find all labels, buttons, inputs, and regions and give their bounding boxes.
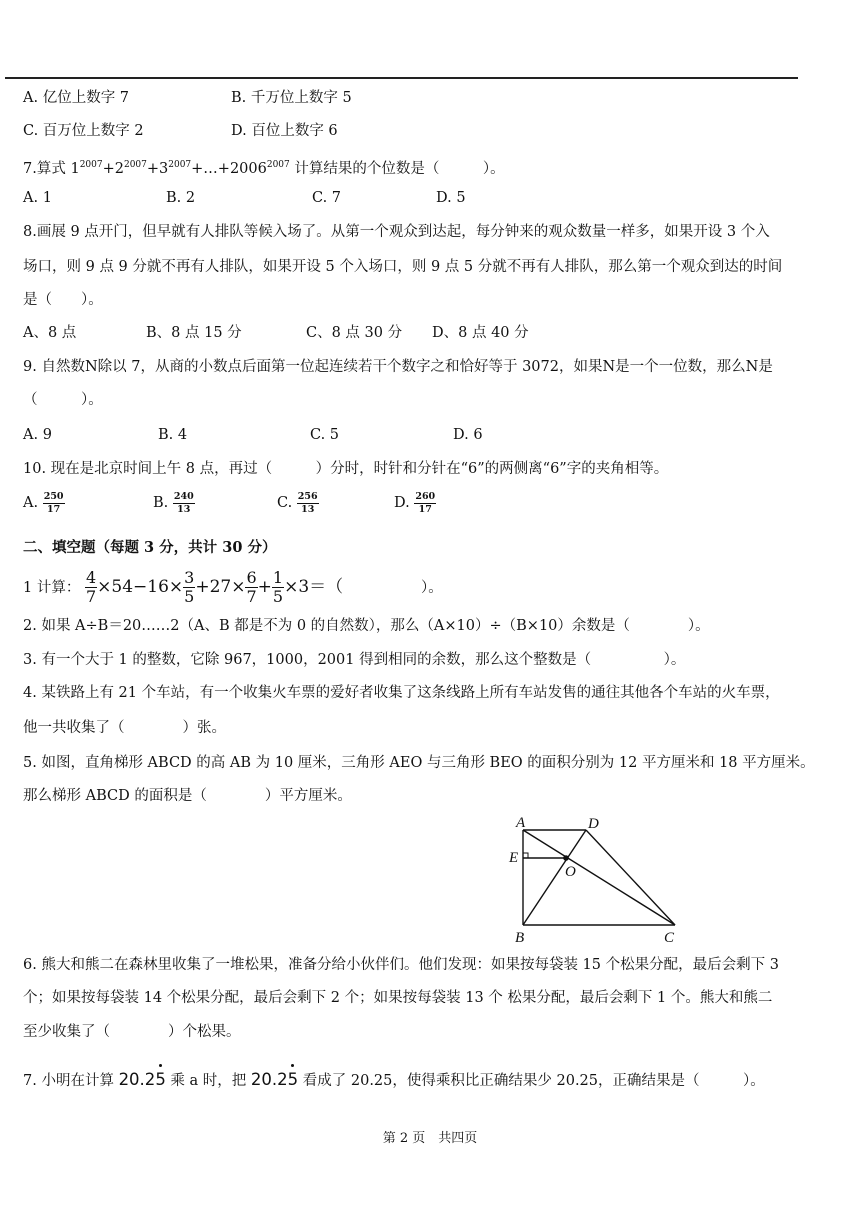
fill-3: 3. 有一个大于 1 的整数，它除 967，1000，2001 得到相同的余数，那么这个整数是（ ）。 xyxy=(23,652,686,668)
fill-7: 7. 小明在计算 20.25 乘 a 时，把 20.25 看成了 20.25，使得乘积比正确结果少 20.25，正确结果是（ ）。 xyxy=(23,1067,765,1094)
q9-option-b: B. 4 xyxy=(158,427,188,443)
diagonal-bd xyxy=(523,830,586,925)
fill-6-line-1: 6. 熊大和熊二在森林里收集了一堆松果，准备分给小伙伴们。他们发现：如果按每袋装 15 个松果分配，最后会剩下 3 xyxy=(23,957,779,973)
q6-option-b: B. 千万位上数字 5 xyxy=(231,90,352,106)
q6-option-a: A. 亿位上数字 7 xyxy=(23,90,130,106)
fill-1-expression: 1 计算： $\frac{4}{7}$ ×54−16× $\frac{3}{5}$ +27× $\frac{6}{7}$ + $\frac{1}{5}$ ×3＝（ ）。 xyxy=(23,568,443,606)
section-2-title: 二、填空题（每题 3 分，共计 30 分） xyxy=(23,539,277,556)
fill-6-line-2: 个；如果按每袋装 14 个松果分配，最后会剩下 2 个；如果按每袋装 13 个 松果分配，最后会剩下 1 个。熊大和熊二 xyxy=(23,990,773,1006)
top-rule xyxy=(5,77,798,79)
q8-option-d: D、8 点 40 分 xyxy=(432,325,529,341)
point-o xyxy=(563,855,569,861)
label-a: A xyxy=(516,815,526,831)
q9-option-d: D. 6 xyxy=(453,427,483,443)
q7-option-c: C. 7 xyxy=(312,190,342,206)
fill-4-line-1: 4. 某铁路上有 21 个车站，有一个收集火车票的爱好者收集了这条线路上所有车站发售的通往其他各个车站的火车票， xyxy=(23,685,780,701)
q10-line-1: 10. 现在是北京时间上午 8 点，再过（ ）分时，时针和分针在“6”的两侧离“6”字的夹角相等。 xyxy=(23,461,669,477)
q10-option-a: A. $\frac{250}{17}$ xyxy=(23,491,64,515)
q8-option-a: A、8 点 xyxy=(23,325,77,341)
label-c: C xyxy=(664,930,675,946)
label-o: O xyxy=(565,864,576,880)
label-e: E xyxy=(509,850,519,866)
q10-option-b: B. $\frac{240}{13}$ xyxy=(153,491,194,515)
label-b: B xyxy=(515,930,525,946)
label-d: D xyxy=(588,816,599,832)
q10-option-d: D. $\frac{260}{17}$ xyxy=(394,491,436,515)
q8-line-3: 是（ ）。 xyxy=(23,292,103,308)
q9-line-2: （ ）。 xyxy=(23,392,103,408)
fill-4-line-2: 他一共收集了（ ）张。 xyxy=(23,720,226,736)
q8-option-b: B、8 点 15 分 xyxy=(146,325,242,341)
fill-6-line-3: 至少收集了（ ）个松果。 xyxy=(23,1024,241,1040)
q9-option-a: A. 9 xyxy=(23,427,52,443)
fill-5-line-2: 那么梯形 ABCD 的面积是（ ）平方厘米。 xyxy=(23,788,352,804)
q9-line-1: 9. 自然数N除以 7，从商的小数点后面第一位起连续若干个数字之和恰好等于 3072，如果N是一个一位数，那么N是 xyxy=(23,359,773,375)
q10-option-c: C. $\frac{256}{13}$ xyxy=(277,491,318,515)
page-footer: 第 2 页 共四页 xyxy=(382,1131,478,1146)
q7-option-b: B. 2 xyxy=(166,190,196,206)
q8-line-2: 场口，则 9 点 9 分就不再有人排队，如果开设 5 个入场口，则 9 点 5 分就不再有人排队，那么第一个观众到达的时间 xyxy=(23,259,783,275)
q7-option-d: D. 5 xyxy=(436,190,466,206)
trapezoid-figure xyxy=(500,812,690,952)
q8-line-1: 8.画展 9 点开门，但早就有人排队等候入场了。从第一个观众到达起，每分钟来的观众数量一样多，如果开设 3 个入 xyxy=(23,224,770,240)
q7-option-a: A. 1 xyxy=(23,190,52,206)
right-angle-marker xyxy=(523,853,528,858)
q6-option-c: C. 百万位上数字 2 xyxy=(23,123,144,139)
fill-5-line-1: 5. 如图，直角梯形 ABCD 的高 AB 为 10 厘米，三角形 AEO 与三角形 BEO 的面积分别为 12 平方厘米和 18 平方厘米。 xyxy=(23,755,815,771)
q8-option-c: C、8 点 30 分 xyxy=(306,325,403,341)
q6-option-d: D. 百位上数字 6 xyxy=(231,123,338,139)
q9-option-c: C. 5 xyxy=(310,427,340,443)
fill-2: 2. 如果 A÷B＝20……2（A、B 都是不为 0 的自然数），那么（A×10）÷（B×10）余数是（ ）。 xyxy=(23,618,710,634)
q7-stem: 7.算式 $1^{2007}+2^{2007}+3^{2007}+\dots+2006^{2007}$ 计算结果的个位数是（ ）。 xyxy=(23,160,505,177)
